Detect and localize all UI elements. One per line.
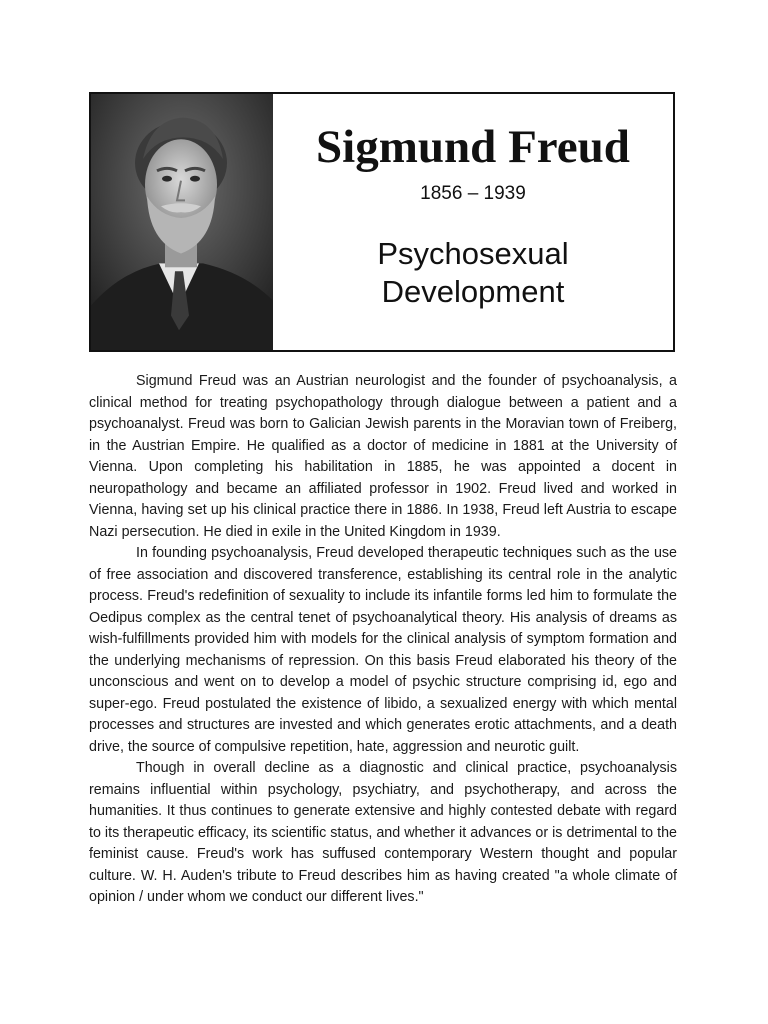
subtitle-line-1: Psychosexual xyxy=(377,236,569,271)
subtitle-line-2: Development xyxy=(381,274,565,310)
title-area xyxy=(273,94,673,350)
header-box xyxy=(89,92,675,352)
paragraph-2: In founding psychoanalysis, Freud developed therapeutic techniques such as the use of free association and discovered transference, establishing its central role in the analytic process. Freud's redefinition of sexuality to include its infantile forms led him to formulate the Oedipus complex as the central tenet of psychoanalytical theory. His analysis of dreams as wish-fulfillments provided him with models for the clinical analysis of symptom formation and the underlying mechanisms of repression. On this basis Freud elaborated his theory of the unconscious and went on to develop a model of psychic structure comprising id, ego and super-ego. Freud postulated the existence of libido, a sexualized energy with which mental processes and structures are invested and which generates erotic attachments, and a death drive, the source of compulsive repetition, hate, aggression and neurotic guilt. xyxy=(89,545,677,755)
paragraph-1: Sigmund Freud was an Austrian neurologist and the founder of psychoanalysis, a clinical method for treating psychopathology through dialogue between a patient and a psychoanalyst. Freud was born to Galician Jewish parents in the Moravian town of Freiberg, in the Austrian Empire. He qualified as a doctor of medicine in 1881 at the University of Vienna. Upon completing his habilitation in 1885, he was appointed a docent in neuropathology and became an affiliated professor in 1902. Freud lived and worked in Vienna, having set up his clinical practice there in 1886. In 1938, Freud left Austria to escape Nazi persecution. He died in exile in the United Kingdom in 1939. xyxy=(89,373,677,540)
portrait-photo xyxy=(91,94,273,350)
portrait-image xyxy=(91,94,273,350)
life-years: 1856 – 1939 xyxy=(420,183,526,204)
page-title: Sigmund Freud xyxy=(316,121,630,173)
subtitle xyxy=(377,235,568,312)
paragraph-3: Though in overall decline as a diagnostic and clinical practice, psychoanalysis remains influential within psychology, psychiatry, and psychotherapy, and across the humanities. It thus continues to generate extensive and highly contested debate with regard to its therapeutic efficacy, its scientific status, and whether it advances or is detrimental to the feminist cause. Freud's work has suffused contemporary Western thought and popular culture. W. H. Auden's tribute to Freud describes him as having created "a whole climate of opinion / under whom we conduct our different lives." xyxy=(89,760,677,905)
body-text xyxy=(89,371,677,909)
